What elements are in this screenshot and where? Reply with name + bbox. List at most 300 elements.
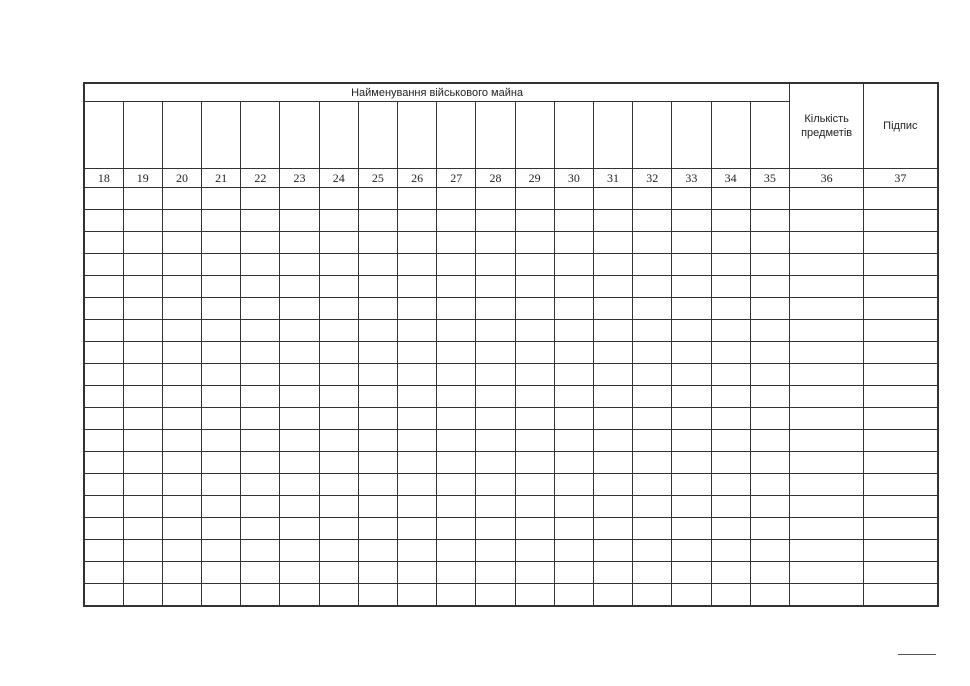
entry-cell[interactable] bbox=[633, 452, 672, 474]
entry-cell[interactable] bbox=[84, 320, 123, 342]
entry-cell[interactable] bbox=[437, 188, 476, 210]
entry-cell[interactable] bbox=[633, 210, 672, 232]
entry-cell[interactable] bbox=[358, 320, 397, 342]
entry-cell[interactable] bbox=[790, 430, 864, 452]
entry-cell[interactable] bbox=[123, 408, 162, 430]
entry-cell[interactable] bbox=[123, 540, 162, 562]
entry-cell[interactable] bbox=[593, 540, 632, 562]
entry-cell[interactable] bbox=[123, 298, 162, 320]
entry-cell[interactable] bbox=[593, 320, 632, 342]
entry-cell[interactable] bbox=[398, 518, 437, 540]
entry-cell[interactable] bbox=[593, 408, 632, 430]
entry-cell[interactable] bbox=[123, 188, 162, 210]
entry-cell[interactable] bbox=[633, 540, 672, 562]
entry-cell[interactable] bbox=[864, 320, 938, 342]
entry-cell[interactable] bbox=[123, 342, 162, 364]
entry-cell[interactable] bbox=[515, 276, 554, 298]
entry-cell[interactable] bbox=[864, 540, 938, 562]
entry-cell[interactable] bbox=[280, 254, 319, 276]
entry-cell[interactable] bbox=[162, 386, 201, 408]
entry-cell[interactable] bbox=[358, 540, 397, 562]
entry-cell[interactable] bbox=[633, 364, 672, 386]
entry-cell[interactable] bbox=[398, 452, 437, 474]
entry-cell[interactable] bbox=[633, 232, 672, 254]
entry-cell[interactable] bbox=[790, 562, 864, 584]
entry-cell[interactable] bbox=[202, 540, 241, 562]
entry-cell[interactable] bbox=[437, 496, 476, 518]
entry-cell[interactable] bbox=[554, 430, 593, 452]
entry-cell[interactable] bbox=[319, 540, 358, 562]
entry-cell[interactable] bbox=[280, 386, 319, 408]
entry-cell[interactable] bbox=[476, 452, 515, 474]
entry-cell[interactable] bbox=[790, 518, 864, 540]
entry-cell[interactable] bbox=[398, 188, 437, 210]
entry-cell[interactable] bbox=[398, 474, 437, 496]
entry-cell[interactable] bbox=[202, 584, 241, 607]
entry-cell[interactable] bbox=[319, 364, 358, 386]
entry-cell[interactable] bbox=[398, 298, 437, 320]
entry-cell[interactable] bbox=[515, 254, 554, 276]
entry-cell[interactable] bbox=[84, 386, 123, 408]
entry-cell[interactable] bbox=[476, 320, 515, 342]
item-name-cell[interactable] bbox=[84, 102, 123, 169]
entry-cell[interactable] bbox=[864, 518, 938, 540]
entry-cell[interactable] bbox=[750, 276, 789, 298]
entry-cell[interactable] bbox=[515, 320, 554, 342]
entry-cell[interactable] bbox=[162, 298, 201, 320]
entry-cell[interactable] bbox=[202, 518, 241, 540]
entry-cell[interactable] bbox=[750, 408, 789, 430]
entry-cell[interactable] bbox=[593, 562, 632, 584]
entry-cell[interactable] bbox=[633, 430, 672, 452]
entry-cell[interactable] bbox=[593, 276, 632, 298]
entry-cell[interactable] bbox=[554, 342, 593, 364]
entry-cell[interactable] bbox=[319, 342, 358, 364]
entry-cell[interactable] bbox=[554, 276, 593, 298]
entry-cell[interactable] bbox=[123, 276, 162, 298]
entry-cell[interactable] bbox=[476, 364, 515, 386]
entry-cell[interactable] bbox=[202, 386, 241, 408]
entry-cell[interactable] bbox=[319, 210, 358, 232]
entry-cell[interactable] bbox=[672, 452, 711, 474]
entry-cell[interactable] bbox=[672, 430, 711, 452]
entry-cell[interactable] bbox=[202, 496, 241, 518]
entry-cell[interactable] bbox=[358, 430, 397, 452]
entry-cell[interactable] bbox=[633, 254, 672, 276]
entry-cell[interactable] bbox=[437, 540, 476, 562]
entry-cell[interactable] bbox=[790, 408, 864, 430]
entry-cell[interactable] bbox=[672, 540, 711, 562]
entry-cell[interactable] bbox=[84, 430, 123, 452]
entry-cell[interactable] bbox=[123, 518, 162, 540]
entry-cell[interactable] bbox=[711, 364, 750, 386]
entry-cell[interactable] bbox=[398, 386, 437, 408]
entry-cell[interactable] bbox=[672, 210, 711, 232]
entry-cell[interactable] bbox=[711, 254, 750, 276]
entry-cell[interactable] bbox=[554, 496, 593, 518]
entry-cell[interactable] bbox=[319, 584, 358, 607]
entry-cell[interactable] bbox=[437, 364, 476, 386]
entry-cell[interactable] bbox=[437, 320, 476, 342]
entry-cell[interactable] bbox=[123, 254, 162, 276]
entry-cell[interactable] bbox=[672, 518, 711, 540]
entry-cell[interactable] bbox=[476, 276, 515, 298]
entry-cell[interactable] bbox=[515, 518, 554, 540]
entry-cell[interactable] bbox=[554, 584, 593, 607]
entry-cell[interactable] bbox=[790, 298, 864, 320]
entry-cell[interactable] bbox=[162, 408, 201, 430]
entry-cell[interactable] bbox=[398, 276, 437, 298]
entry-cell[interactable] bbox=[84, 408, 123, 430]
entry-cell[interactable] bbox=[750, 474, 789, 496]
entry-cell[interactable] bbox=[633, 320, 672, 342]
item-name-cell[interactable] bbox=[750, 102, 789, 169]
entry-cell[interactable] bbox=[280, 188, 319, 210]
entry-cell[interactable] bbox=[711, 562, 750, 584]
entry-cell[interactable] bbox=[476, 386, 515, 408]
entry-cell[interactable] bbox=[84, 496, 123, 518]
entry-cell[interactable] bbox=[864, 210, 938, 232]
entry-cell[interactable] bbox=[476, 408, 515, 430]
entry-cell[interactable] bbox=[476, 430, 515, 452]
entry-cell[interactable] bbox=[241, 276, 280, 298]
entry-cell[interactable] bbox=[319, 474, 358, 496]
entry-cell[interactable] bbox=[280, 562, 319, 584]
entry-cell[interactable] bbox=[358, 518, 397, 540]
entry-cell[interactable] bbox=[202, 452, 241, 474]
entry-cell[interactable] bbox=[515, 188, 554, 210]
item-name-cell[interactable] bbox=[593, 102, 632, 169]
entry-cell[interactable] bbox=[437, 254, 476, 276]
entry-cell[interactable] bbox=[162, 518, 201, 540]
entry-cell[interactable] bbox=[241, 386, 280, 408]
entry-cell[interactable] bbox=[750, 210, 789, 232]
entry-cell[interactable] bbox=[672, 364, 711, 386]
item-name-cell[interactable] bbox=[515, 102, 554, 169]
entry-cell[interactable] bbox=[790, 210, 864, 232]
entry-cell[interactable] bbox=[750, 562, 789, 584]
entry-cell[interactable] bbox=[554, 474, 593, 496]
entry-cell[interactable] bbox=[358, 188, 397, 210]
entry-cell[interactable] bbox=[84, 584, 123, 607]
item-name-cell[interactable] bbox=[241, 102, 280, 169]
item-name-cell[interactable] bbox=[358, 102, 397, 169]
entry-cell[interactable] bbox=[162, 452, 201, 474]
entry-cell[interactable] bbox=[593, 452, 632, 474]
entry-cell[interactable] bbox=[280, 474, 319, 496]
entry-cell[interactable] bbox=[84, 254, 123, 276]
entry-cell[interactable] bbox=[280, 320, 319, 342]
entry-cell[interactable] bbox=[476, 584, 515, 607]
entry-cell[interactable] bbox=[437, 474, 476, 496]
entry-cell[interactable] bbox=[202, 232, 241, 254]
item-name-cell[interactable] bbox=[711, 102, 750, 169]
entry-cell[interactable] bbox=[162, 584, 201, 607]
entry-cell[interactable] bbox=[515, 584, 554, 607]
entry-cell[interactable] bbox=[123, 584, 162, 607]
entry-cell[interactable] bbox=[241, 518, 280, 540]
entry-cell[interactable] bbox=[593, 474, 632, 496]
entry-cell[interactable] bbox=[633, 342, 672, 364]
entry-cell[interactable] bbox=[750, 518, 789, 540]
entry-cell[interactable] bbox=[711, 452, 750, 474]
entry-cell[interactable] bbox=[123, 496, 162, 518]
entry-cell[interactable] bbox=[202, 408, 241, 430]
entry-cell[interactable] bbox=[398, 254, 437, 276]
entry-cell[interactable] bbox=[162, 210, 201, 232]
entry-cell[interactable] bbox=[123, 452, 162, 474]
entry-cell[interactable] bbox=[241, 430, 280, 452]
entry-cell[interactable] bbox=[672, 408, 711, 430]
entry-cell[interactable] bbox=[750, 342, 789, 364]
entry-cell[interactable] bbox=[593, 298, 632, 320]
entry-cell[interactable] bbox=[84, 188, 123, 210]
entry-cell[interactable] bbox=[358, 408, 397, 430]
entry-cell[interactable] bbox=[84, 540, 123, 562]
entry-cell[interactable] bbox=[790, 496, 864, 518]
entry-cell[interactable] bbox=[280, 584, 319, 607]
entry-cell[interactable] bbox=[84, 474, 123, 496]
entry-cell[interactable] bbox=[633, 584, 672, 607]
entry-cell[interactable] bbox=[750, 254, 789, 276]
entry-cell[interactable] bbox=[633, 562, 672, 584]
entry-cell[interactable] bbox=[672, 562, 711, 584]
entry-cell[interactable] bbox=[672, 584, 711, 607]
entry-cell[interactable] bbox=[476, 562, 515, 584]
entry-cell[interactable] bbox=[515, 408, 554, 430]
entry-cell[interactable] bbox=[280, 342, 319, 364]
entry-cell[interactable] bbox=[790, 276, 864, 298]
entry-cell[interactable] bbox=[711, 540, 750, 562]
entry-cell[interactable] bbox=[864, 562, 938, 584]
entry-cell[interactable] bbox=[711, 342, 750, 364]
entry-cell[interactable] bbox=[84, 298, 123, 320]
entry-cell[interactable] bbox=[711, 474, 750, 496]
entry-cell[interactable] bbox=[593, 584, 632, 607]
entry-cell[interactable] bbox=[202, 298, 241, 320]
entry-cell[interactable] bbox=[593, 254, 632, 276]
item-name-cell[interactable] bbox=[437, 102, 476, 169]
entry-cell[interactable] bbox=[319, 518, 358, 540]
entry-cell[interactable] bbox=[672, 232, 711, 254]
entry-cell[interactable] bbox=[358, 584, 397, 607]
entry-cell[interactable] bbox=[319, 496, 358, 518]
entry-cell[interactable] bbox=[476, 210, 515, 232]
entry-cell[interactable] bbox=[319, 232, 358, 254]
entry-cell[interactable] bbox=[476, 254, 515, 276]
entry-cell[interactable] bbox=[711, 276, 750, 298]
entry-cell[interactable] bbox=[280, 232, 319, 254]
item-name-cell[interactable] bbox=[554, 102, 593, 169]
entry-cell[interactable] bbox=[280, 496, 319, 518]
entry-cell[interactable] bbox=[672, 474, 711, 496]
entry-cell[interactable] bbox=[437, 452, 476, 474]
entry-cell[interactable] bbox=[202, 210, 241, 232]
entry-cell[interactable] bbox=[711, 210, 750, 232]
entry-cell[interactable] bbox=[437, 342, 476, 364]
entry-cell[interactable] bbox=[280, 430, 319, 452]
entry-cell[interactable] bbox=[790, 584, 864, 607]
entry-cell[interactable] bbox=[515, 452, 554, 474]
entry-cell[interactable] bbox=[319, 298, 358, 320]
entry-cell[interactable] bbox=[437, 562, 476, 584]
entry-cell[interactable] bbox=[864, 386, 938, 408]
entry-cell[interactable] bbox=[476, 232, 515, 254]
entry-cell[interactable] bbox=[437, 386, 476, 408]
entry-cell[interactable] bbox=[864, 298, 938, 320]
entry-cell[interactable] bbox=[515, 342, 554, 364]
entry-cell[interactable] bbox=[437, 298, 476, 320]
entry-cell[interactable] bbox=[864, 584, 938, 607]
entry-cell[interactable] bbox=[554, 188, 593, 210]
entry-cell[interactable] bbox=[515, 298, 554, 320]
entry-cell[interactable] bbox=[398, 430, 437, 452]
entry-cell[interactable] bbox=[864, 452, 938, 474]
entry-cell[interactable] bbox=[515, 562, 554, 584]
entry-cell[interactable] bbox=[593, 342, 632, 364]
entry-cell[interactable] bbox=[162, 430, 201, 452]
item-name-cell[interactable] bbox=[398, 102, 437, 169]
entry-cell[interactable] bbox=[515, 364, 554, 386]
entry-cell[interactable] bbox=[633, 188, 672, 210]
item-name-cell[interactable] bbox=[123, 102, 162, 169]
entry-cell[interactable] bbox=[864, 254, 938, 276]
entry-cell[interactable] bbox=[241, 320, 280, 342]
entry-cell[interactable] bbox=[864, 364, 938, 386]
entry-cell[interactable] bbox=[554, 254, 593, 276]
entry-cell[interactable] bbox=[593, 430, 632, 452]
entry-cell[interactable] bbox=[84, 518, 123, 540]
entry-cell[interactable] bbox=[515, 496, 554, 518]
entry-cell[interactable] bbox=[358, 210, 397, 232]
entry-cell[interactable] bbox=[241, 496, 280, 518]
entry-cell[interactable] bbox=[319, 188, 358, 210]
entry-cell[interactable] bbox=[790, 188, 864, 210]
entry-cell[interactable] bbox=[280, 276, 319, 298]
entry-cell[interactable] bbox=[554, 518, 593, 540]
entry-cell[interactable] bbox=[123, 562, 162, 584]
entry-cell[interactable] bbox=[241, 210, 280, 232]
entry-cell[interactable] bbox=[554, 232, 593, 254]
entry-cell[interactable] bbox=[84, 276, 123, 298]
entry-cell[interactable] bbox=[123, 320, 162, 342]
entry-cell[interactable] bbox=[162, 562, 201, 584]
entry-cell[interactable] bbox=[319, 562, 358, 584]
entry-cell[interactable] bbox=[750, 584, 789, 607]
entry-cell[interactable] bbox=[711, 584, 750, 607]
item-name-cell[interactable] bbox=[476, 102, 515, 169]
entry-cell[interactable] bbox=[319, 430, 358, 452]
entry-cell[interactable] bbox=[241, 452, 280, 474]
entry-cell[interactable] bbox=[202, 474, 241, 496]
entry-cell[interactable] bbox=[241, 474, 280, 496]
entry-cell[interactable] bbox=[633, 474, 672, 496]
entry-cell[interactable] bbox=[864, 276, 938, 298]
entry-cell[interactable] bbox=[672, 386, 711, 408]
entry-cell[interactable] bbox=[398, 210, 437, 232]
entry-cell[interactable] bbox=[162, 320, 201, 342]
entry-cell[interactable] bbox=[750, 496, 789, 518]
entry-cell[interactable] bbox=[319, 386, 358, 408]
entry-cell[interactable] bbox=[398, 320, 437, 342]
entry-cell[interactable] bbox=[864, 474, 938, 496]
entry-cell[interactable] bbox=[398, 364, 437, 386]
item-name-cell[interactable] bbox=[319, 102, 358, 169]
entry-cell[interactable] bbox=[864, 430, 938, 452]
entry-cell[interactable] bbox=[711, 518, 750, 540]
entry-cell[interactable] bbox=[280, 540, 319, 562]
entry-cell[interactable] bbox=[202, 430, 241, 452]
entry-cell[interactable] bbox=[319, 276, 358, 298]
entry-cell[interactable] bbox=[750, 386, 789, 408]
entry-cell[interactable] bbox=[398, 540, 437, 562]
entry-cell[interactable] bbox=[672, 276, 711, 298]
entry-cell[interactable] bbox=[554, 210, 593, 232]
entry-cell[interactable] bbox=[633, 386, 672, 408]
entry-cell[interactable] bbox=[162, 188, 201, 210]
entry-cell[interactable] bbox=[593, 210, 632, 232]
entry-cell[interactable] bbox=[554, 364, 593, 386]
item-name-cell[interactable] bbox=[280, 102, 319, 169]
entry-cell[interactable] bbox=[593, 518, 632, 540]
entry-cell[interactable] bbox=[711, 386, 750, 408]
entry-cell[interactable] bbox=[280, 518, 319, 540]
entry-cell[interactable] bbox=[358, 364, 397, 386]
entry-cell[interactable] bbox=[750, 298, 789, 320]
entry-cell[interactable] bbox=[319, 254, 358, 276]
entry-cell[interactable] bbox=[554, 408, 593, 430]
entry-cell[interactable] bbox=[202, 276, 241, 298]
entry-cell[interactable] bbox=[633, 408, 672, 430]
item-name-cell[interactable] bbox=[633, 102, 672, 169]
entry-cell[interactable] bbox=[241, 562, 280, 584]
entry-cell[interactable] bbox=[515, 474, 554, 496]
entry-cell[interactable] bbox=[593, 232, 632, 254]
entry-cell[interactable] bbox=[123, 474, 162, 496]
entry-cell[interactable] bbox=[476, 518, 515, 540]
entry-cell[interactable] bbox=[241, 232, 280, 254]
entry-cell[interactable] bbox=[398, 584, 437, 607]
entry-cell[interactable] bbox=[711, 408, 750, 430]
entry-cell[interactable] bbox=[358, 496, 397, 518]
entry-cell[interactable] bbox=[358, 474, 397, 496]
entry-cell[interactable] bbox=[633, 298, 672, 320]
entry-cell[interactable] bbox=[202, 188, 241, 210]
entry-cell[interactable] bbox=[437, 430, 476, 452]
entry-cell[interactable] bbox=[711, 298, 750, 320]
entry-cell[interactable] bbox=[398, 342, 437, 364]
entry-cell[interactable] bbox=[750, 232, 789, 254]
entry-cell[interactable] bbox=[319, 408, 358, 430]
entry-cell[interactable] bbox=[672, 188, 711, 210]
entry-cell[interactable] bbox=[476, 342, 515, 364]
entry-cell[interactable] bbox=[864, 232, 938, 254]
entry-cell[interactable] bbox=[515, 540, 554, 562]
entry-cell[interactable] bbox=[280, 210, 319, 232]
entry-cell[interactable] bbox=[864, 408, 938, 430]
entry-cell[interactable] bbox=[790, 232, 864, 254]
entry-cell[interactable] bbox=[241, 254, 280, 276]
entry-cell[interactable] bbox=[672, 320, 711, 342]
entry-cell[interactable] bbox=[398, 232, 437, 254]
entry-cell[interactable] bbox=[162, 496, 201, 518]
entry-cell[interactable] bbox=[241, 342, 280, 364]
entry-cell[interactable] bbox=[241, 188, 280, 210]
entry-cell[interactable] bbox=[593, 386, 632, 408]
entry-cell[interactable] bbox=[476, 540, 515, 562]
entry-cell[interactable] bbox=[84, 342, 123, 364]
entry-cell[interactable] bbox=[711, 496, 750, 518]
